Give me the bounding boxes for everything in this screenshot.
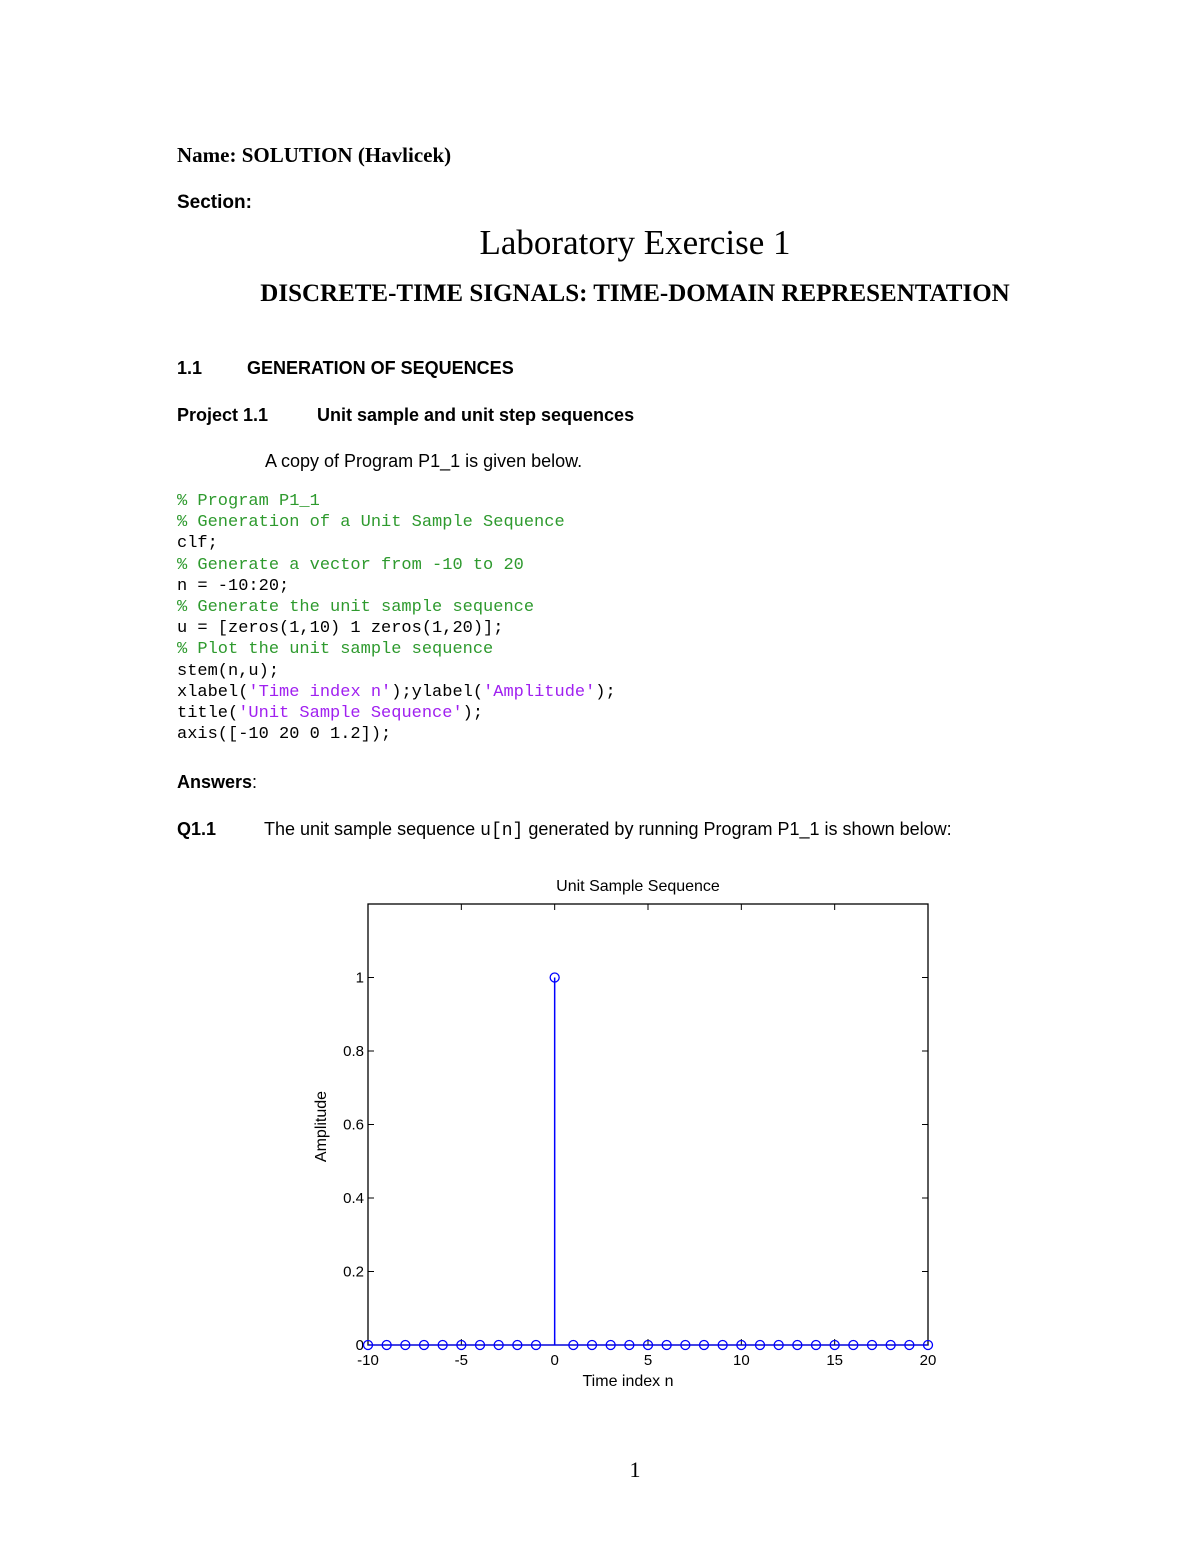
code-comment: % Program P1_1 (177, 492, 320, 511)
y-tick-label: 0.4 (343, 1190, 364, 1207)
x-tick-label: 20 (919, 1352, 937, 1369)
code-text: n = -10:20; (177, 576, 290, 596)
code-string: 'Amplitude' (483, 682, 596, 702)
y-tick-label: 0 (355, 1337, 364, 1354)
section-line: Section: (177, 192, 252, 213)
code-text: stem(n,u); (177, 661, 280, 681)
project-intro: A copy of Program P1_1 is given below. (265, 451, 583, 471)
section-title: GENERATION OF SEQUENCES (247, 358, 514, 378)
project-label: Project 1.1 (177, 405, 269, 425)
project-title: Unit sample and unit step sequences (317, 405, 635, 425)
code-string: 'Unit Sample Sequence' (238, 704, 463, 724)
code-text: xlabel( (177, 682, 249, 702)
code-text: ); (595, 682, 616, 702)
code-text: u = [zeros(1,10) 1 zeros(1,20)]; (177, 619, 504, 639)
name-line: Name: SOLUTION (Havlicek) (177, 143, 452, 167)
question-label: Q1.1 (177, 819, 217, 839)
code-comment: % Generate the unit sample sequence (177, 598, 535, 618)
question-text-before: The unit sample sequence (264, 819, 481, 839)
x-tick-label: 10 (732, 1352, 750, 1369)
page-number: 1 (629, 1457, 641, 1482)
x-tick-label: 0 (550, 1352, 559, 1369)
code-text: );ylabel( (391, 682, 484, 702)
x-axis-label: Time index n (582, 1373, 674, 1390)
y-tick-label: 1 (355, 969, 364, 987)
y-axis-label: Amplitude (313, 1090, 330, 1163)
code-text: title( (177, 704, 239, 724)
section-number: 1.1 (177, 358, 203, 378)
code-string: 'Time index n' (248, 682, 392, 702)
code-text: axis([-10 20 0 1.2]); (177, 725, 392, 745)
code-comment: % Generation of a Unit Sample Sequence (177, 513, 565, 533)
answers-label: Answers (177, 772, 253, 792)
document-title: Laboratory Exercise 1 (479, 223, 791, 262)
plot-frame (368, 904, 928, 1345)
x-tick-label: -10 (357, 1352, 379, 1369)
question-code: u[n] (480, 821, 524, 841)
code-comment: % Generate a vector from -10 to 20 (177, 555, 524, 575)
y-tick-label: 0.6 (343, 1116, 364, 1134)
x-tick-label: -5 (454, 1352, 469, 1369)
answers-colon: : (252, 772, 258, 792)
x-tick-label: 5 (643, 1352, 653, 1369)
y-tick-label: 0.8 (343, 1043, 364, 1060)
question-text-after: generated by running Program P1_1 is shown below: (523, 819, 952, 839)
code-text: clf; (177, 534, 218, 554)
document-subtitle: DISCRETE-TIME SIGNALS: TIME-DOMAIN REPRESENTATION (260, 280, 1010, 307)
code-text: ); (462, 704, 484, 724)
x-tick-label: 15 (826, 1352, 844, 1369)
code-comment: % Plot the unit sample sequence (177, 640, 494, 660)
chart-title: Unit Sample Sequence (556, 878, 720, 895)
y-tick-label: 0.2 (343, 1263, 364, 1281)
